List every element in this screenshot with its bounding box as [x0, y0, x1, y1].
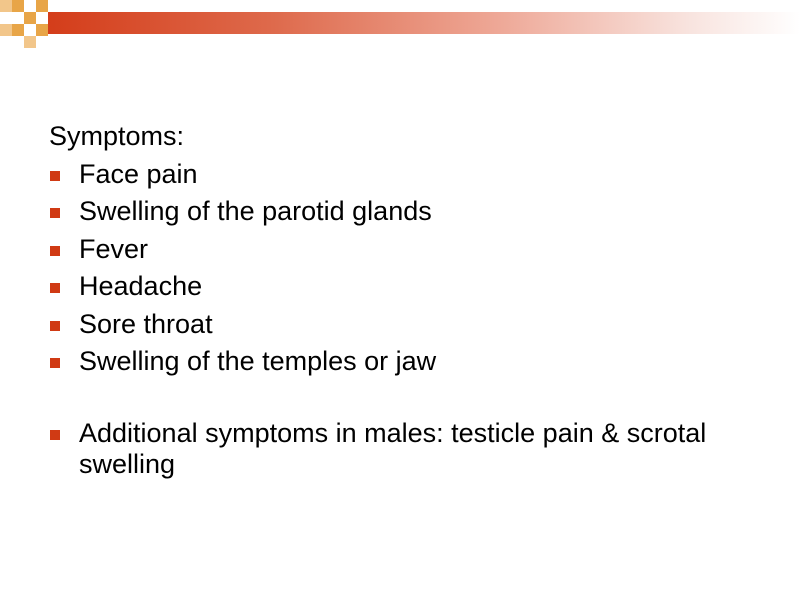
square-bullet-icon [50, 321, 60, 331]
decor-square [0, 24, 12, 36]
list-item-text: Sore throat [79, 308, 213, 339]
square-bullet-icon [50, 358, 60, 368]
list-item [49, 418, 749, 480]
square-bullet-icon [50, 171, 60, 181]
list-item-text: Swelling of the parotid glands [79, 196, 432, 226]
decor-square [36, 0, 48, 12]
list-item [49, 306, 749, 344]
section-heading: Symptoms: [49, 121, 185, 151]
list-item-text: Swelling of the temples or jaw [79, 346, 437, 376]
title-gradient-bar [48, 12, 800, 34]
decor-square [24, 12, 36, 24]
decor-square [12, 0, 24, 12]
list-item-text: Headache [79, 271, 203, 301]
decor-square [36, 24, 48, 36]
spacer [49, 381, 749, 418]
square-bullet-icon [50, 246, 60, 256]
list-item [49, 193, 749, 231]
symptom-list [49, 156, 749, 381]
list-item [49, 231, 749, 269]
list-item [49, 343, 749, 381]
square-bullet-icon [50, 283, 60, 293]
slide-body [49, 118, 749, 480]
list-item-text: Additional symptoms in males: testicle pain & scrotal swelling [79, 417, 707, 479]
additional-list [49, 418, 749, 480]
list-item-text: Fever [79, 233, 149, 264]
decor-square [12, 24, 24, 36]
decor-square [24, 36, 36, 48]
decor-square [0, 0, 12, 12]
square-bullet-icon [50, 208, 60, 218]
list-item-text: Face pain [79, 158, 198, 189]
list-item [49, 156, 749, 194]
list-item [49, 268, 749, 306]
square-bullet-icon [50, 430, 60, 440]
